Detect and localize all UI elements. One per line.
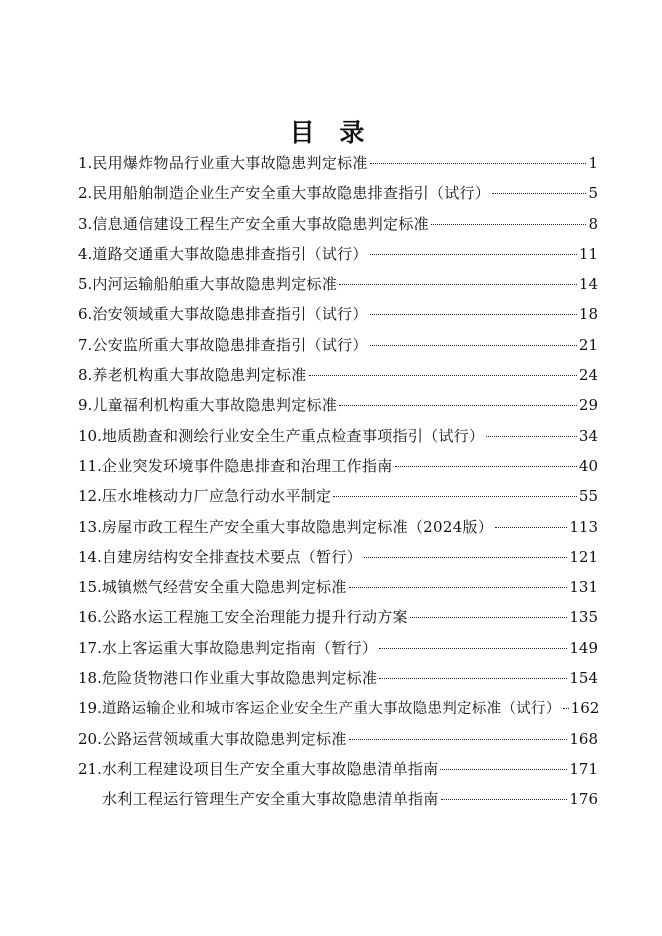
toc-entry[interactable] [78, 390, 598, 420]
toc-entry-title: 自建房结构安全排查技术要点（暂行） [101, 547, 362, 566]
toc-entry-page-number: 1 [588, 154, 598, 172]
dot-leader [440, 768, 567, 770]
toc-entry-page-number: 8 [588, 214, 598, 233]
toc-entry[interactable] [78, 754, 598, 784]
toc-entry-number: 2. [78, 184, 93, 203]
toc-entry-title: 民用爆炸物品行业重大事故隐患判定标准 [92, 154, 368, 172]
toc-entry-number: 7. [78, 335, 93, 354]
dot-leader [395, 465, 577, 467]
table-of-contents [78, 148, 598, 815]
toc-entry-number: 18. [78, 669, 102, 688]
toc-entry[interactable] [78, 148, 598, 178]
toc-entry-number: 14. [78, 547, 102, 566]
toc-entry-page-number: 40 [578, 456, 598, 475]
toc-entry-page-number: 5 [588, 184, 598, 203]
toc-entry-page-number: 121 [569, 547, 598, 566]
dot-leader [349, 738, 568, 740]
toc-entry-number: 17. [78, 638, 102, 657]
dot-leader [486, 435, 577, 437]
toc-entry-number: 4. [78, 244, 93, 263]
dot-leader [370, 313, 577, 315]
toc-entry-title: 治安领域重大事故隐患排查指引（试行） [92, 305, 368, 324]
toc-entry-page-number: 131 [569, 578, 598, 597]
toc-entry-title: 内河运输船舶重大事故隐患判定标准 [92, 275, 338, 294]
toc-entry-page-number: 154 [569, 669, 598, 688]
toc-entry-page-number: 176 [569, 790, 598, 809]
toc-entry-title: 公路水运工程施工安全治理能力提升行动方案 [101, 608, 408, 627]
toc-entry-number: 6. [78, 305, 93, 324]
toc-entry-number: 1. [78, 154, 93, 172]
toc-entry[interactable] [78, 239, 598, 269]
dot-leader [379, 647, 567, 649]
dot-leader [309, 374, 577, 376]
dot-leader [339, 404, 577, 406]
toc-entry[interactable] [78, 269, 598, 299]
dot-leader [364, 556, 567, 558]
toc-entry-number: 21. [78, 759, 102, 778]
toc-entry-number: 20. [78, 729, 102, 748]
toc-entry-number: 8. [78, 366, 93, 385]
toc-entry-title: 水利工程运行管理生产安全重大事故隐患清单指南 [102, 790, 439, 809]
toc-entry-title: 城镇燃气经营安全重大隐患判定标准 [101, 578, 347, 597]
toc-entry-title: 水利工程建设项目生产安全重大事故隐患清单指南 [101, 759, 439, 778]
toc-entry-page-number: 14 [578, 275, 598, 294]
toc-entry-number: 10. [78, 426, 102, 445]
toc-entry-number: 13. [78, 517, 102, 536]
dot-leader [441, 798, 568, 800]
dot-leader [349, 586, 568, 588]
toc-entry[interactable] [78, 542, 598, 572]
toc-entry-title: 危险货物港口作业重大事故隐患判定标准 [101, 669, 378, 688]
toc-entry-title: 养老机构重大事故隐患判定标准 [92, 366, 307, 385]
toc-entry-title: 儿童福利机构重大事故隐患判定标准 [92, 396, 338, 415]
toc-entry-number: 3. [78, 214, 93, 233]
toc-entry-page-number: 55 [578, 487, 598, 506]
dot-leader [370, 253, 577, 255]
toc-entry[interactable] [78, 299, 598, 329]
dot-leader [339, 283, 577, 285]
toc-entry[interactable] [78, 360, 598, 390]
toc-entry-number: 15. [78, 578, 102, 597]
toc-entry[interactable] [78, 481, 598, 511]
toc-entry[interactable] [78, 178, 598, 208]
toc-entry-page-number: 18 [578, 305, 598, 324]
dot-leader [370, 344, 577, 346]
dot-leader [431, 223, 587, 225]
toc-entry-page-number: 34 [578, 426, 598, 445]
toc-entry-page-number: 113 [569, 517, 598, 536]
toc-entry[interactable] [78, 602, 598, 632]
dot-leader [379, 677, 567, 679]
toc-entry-title: 压水堆核动力厂应急行动水平制定 [101, 487, 332, 506]
dot-leader [410, 616, 567, 618]
toc-entry[interactable] [78, 512, 598, 542]
toc-entry-page-number: 149 [569, 638, 598, 657]
dot-leader [495, 526, 567, 528]
toc-entry-page-number: 24 [578, 366, 598, 385]
toc-entry-title: 水上客运重大事故隐患判定指南（暂行） [101, 638, 378, 657]
toc-entry[interactable] [78, 724, 598, 754]
dot-leader [370, 162, 587, 164]
toc-entry[interactable] [78, 633, 598, 663]
dot-leader [563, 707, 569, 709]
toc-entry-page-number: 135 [569, 608, 598, 627]
toc-entry-title: 民用船舶制造企业生产安全重大事故隐患排查指引（试行） [92, 184, 491, 203]
toc-entry-title: 道路交通重大事故隐患排查指引（试行） [92, 244, 368, 263]
dot-leader [333, 495, 577, 497]
toc-entry-page-number: 162 [570, 699, 600, 718]
dot-leader [492, 192, 586, 194]
toc-entry-title: 道路运输企业和城市客运企业安全生产重大事故隐患判定标准（试行） [101, 701, 561, 718]
toc-entry[interactable] [78, 663, 598, 693]
toc-entry-page-number: 171 [569, 759, 598, 778]
toc-entry-title: 企业突发环境事件隐患排查和治理工作指南 [101, 456, 393, 475]
toc-entry-number: 19. [78, 699, 102, 718]
toc-entry-title: 房屋市政工程生产安全重大事故隐患判定标准（2024版） [101, 517, 494, 536]
toc-entry-page-number: 11 [578, 244, 598, 263]
toc-entry[interactable] [78, 209, 598, 239]
toc-entry[interactable] [78, 330, 598, 360]
toc-title: 目 录 [289, 118, 373, 147]
toc-entry[interactable] [78, 572, 598, 602]
toc-entry-title: 地质勘查和测绘行业安全生产重点检查事项指引（试行） [101, 426, 485, 445]
toc-entry-number: 9. [78, 396, 93, 415]
toc-entry[interactable] [78, 451, 598, 481]
toc-entry-page-number: 168 [569, 729, 598, 748]
toc-entry-number: 16. [78, 608, 102, 627]
toc-entry-page-number: 29 [578, 396, 598, 415]
toc-entry[interactable] [78, 784, 598, 814]
toc-entry[interactable] [78, 421, 598, 451]
toc-entry-number: 12. [78, 487, 102, 506]
toc-entry-page-number: 21 [578, 335, 598, 354]
toc-entry-title: 公安监所重大事故隐患排查指引（试行） [92, 335, 368, 354]
toc-entry[interactable] [78, 693, 598, 723]
toc-entry-title: 信息通信建设工程生产安全重大事故隐患判定标准 [92, 214, 429, 233]
toc-entry-number: 11. [78, 456, 102, 475]
toc-entry-number: 5. [78, 275, 93, 294]
toc-entry-title: 公路运营领域重大事故隐患判定标准 [101, 729, 347, 748]
